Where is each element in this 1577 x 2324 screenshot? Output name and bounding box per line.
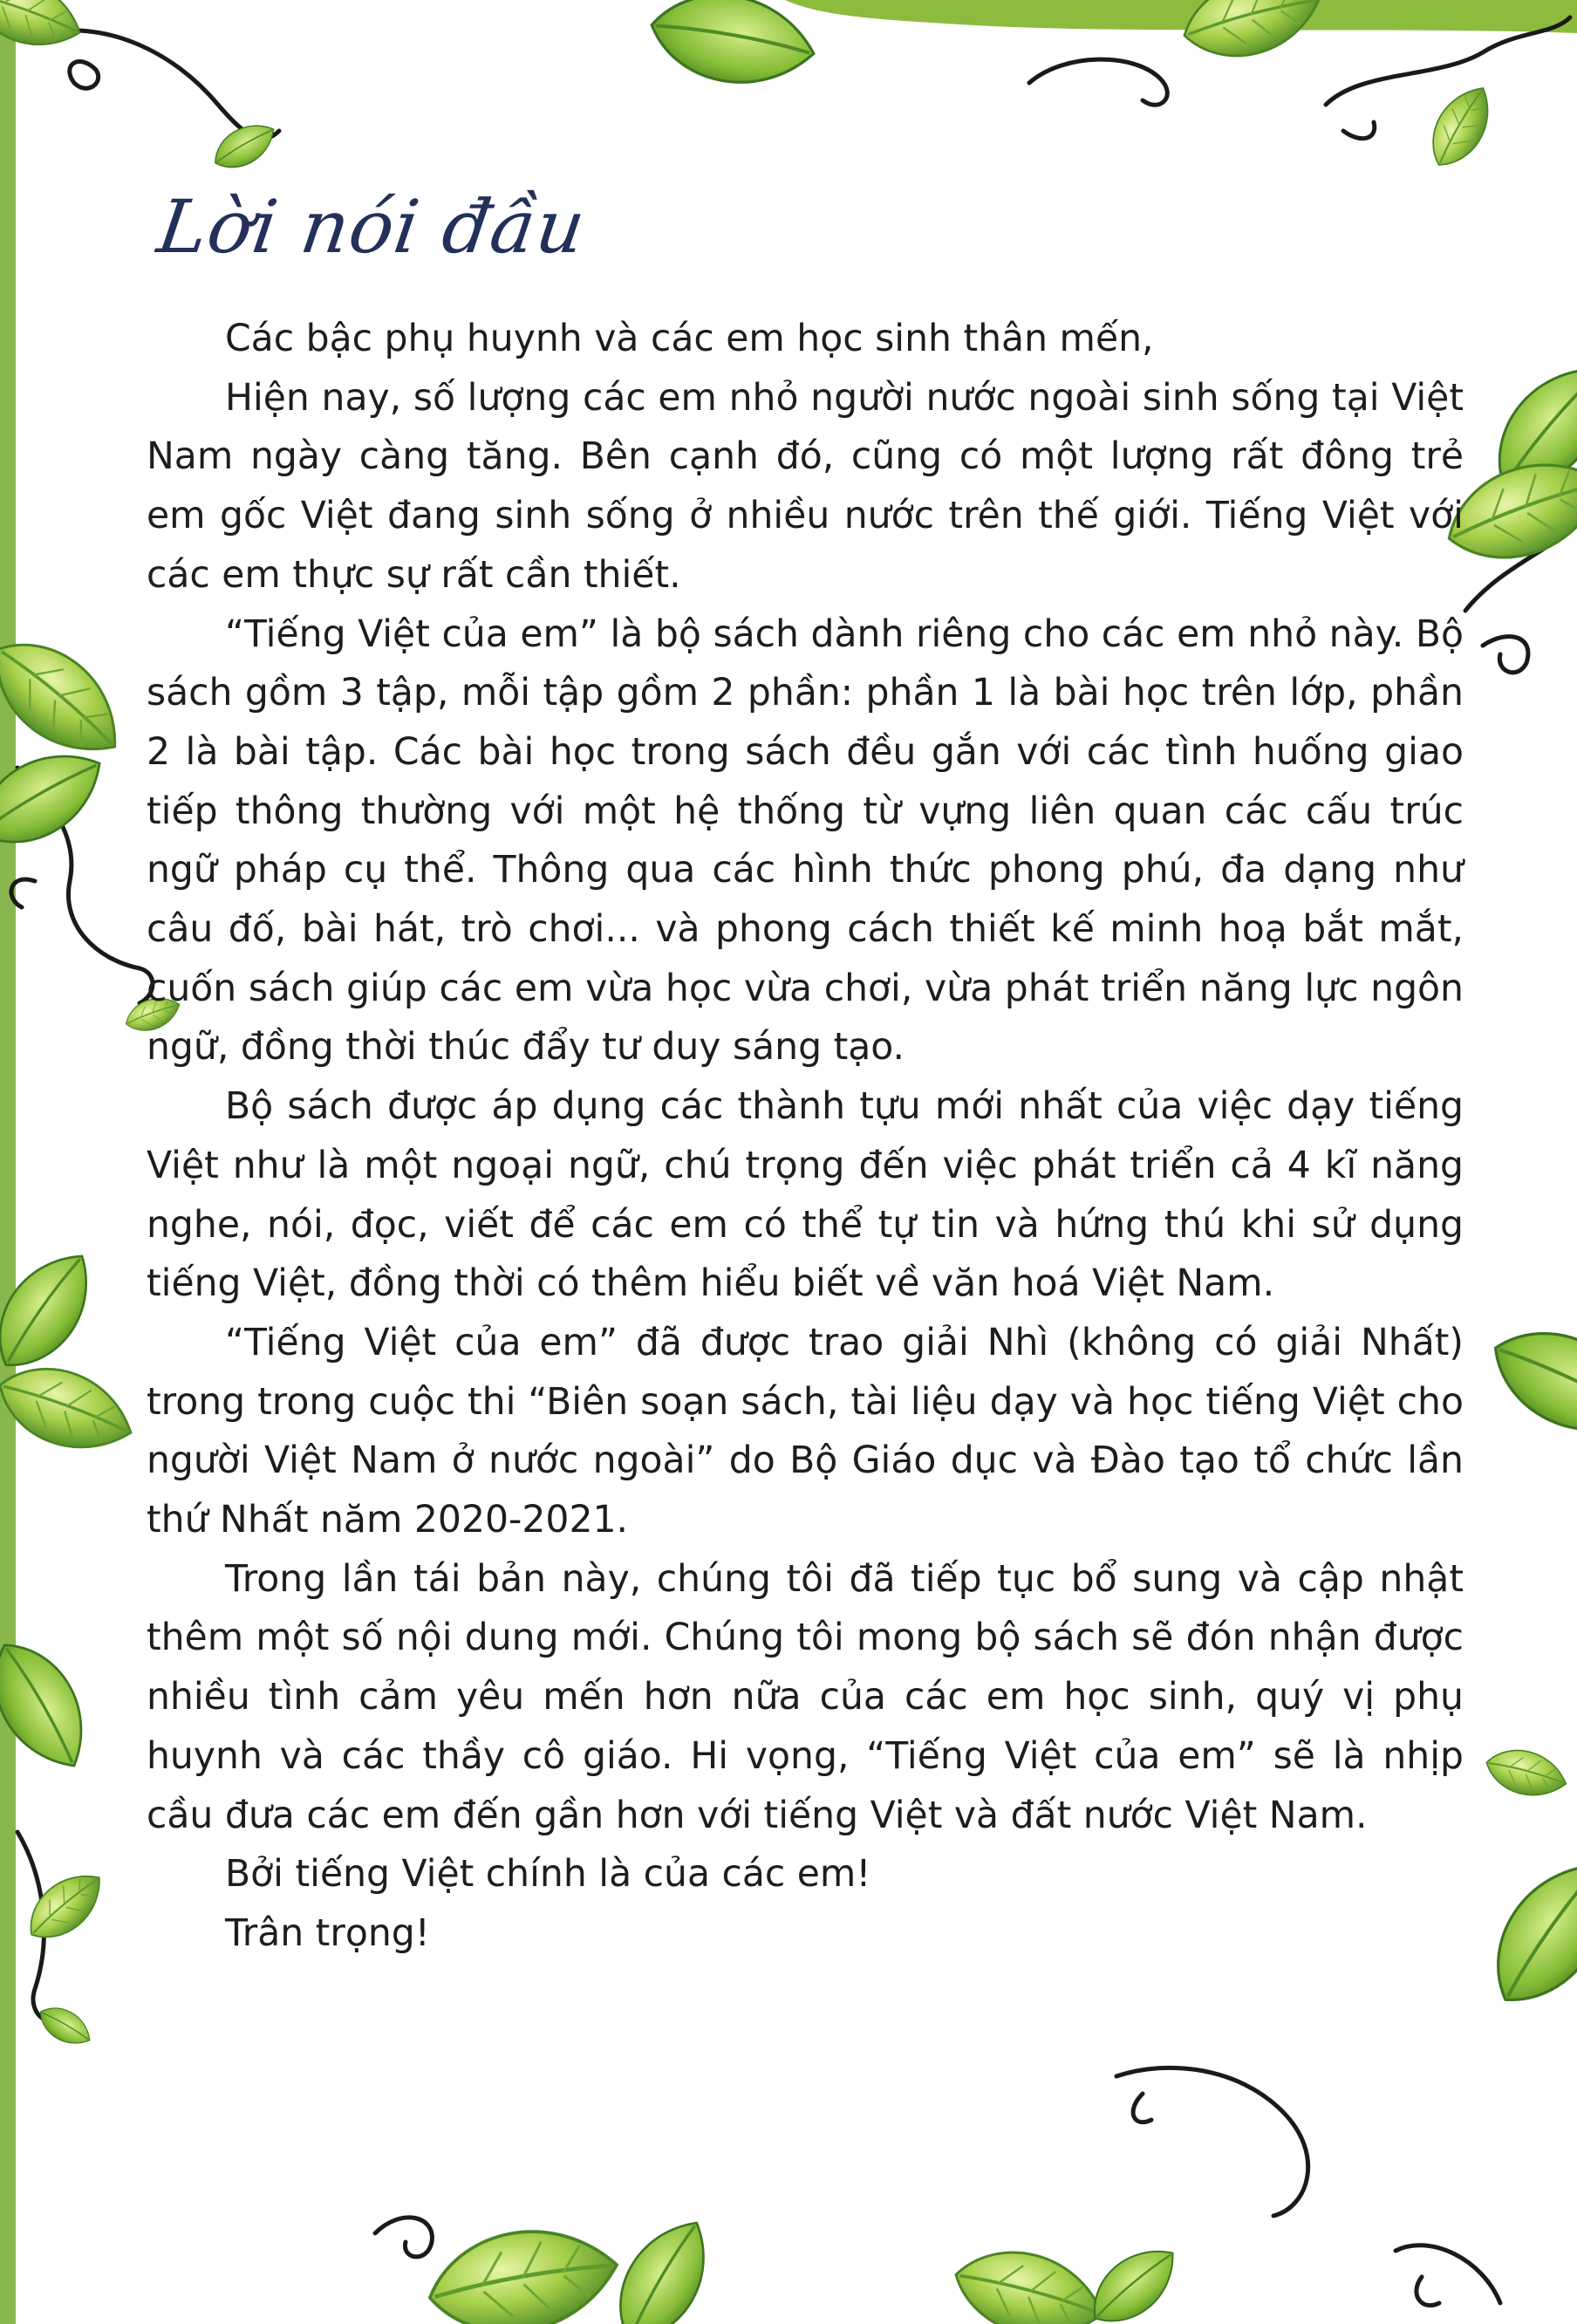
paragraph-intro: Hiện nay, số lượng các em nhỏ người nước ngoài sinh sống tại Việt Nam ngày càng tăng. Bên cạnh đó, cũng có một lượng rất đông trẻ em gốc Việt đang sinh sống ở nhiều nước trên thế giới. Tiếng Việt với các em thực sự rất cần thiết. <box>147 376 1464 597</box>
paragraph-methodology: Bộ sách được áp dụng các thành tựu mới nhất của việc dạy tiếng Việt như là một ngoại ngữ, chú trọng đến việc phát triển cả 4 kĩ năng nghe, nói, đọc, viết để các em có thể tự tin và hứng thú khi sử dụng tiếng Việt, đồng thời có thêm hiểu biết về văn hoá Việt Nam. <box>147 1085 1464 1306</box>
preface-body <box>147 310 1464 1964</box>
paragraph-award: “Tiếng Việt của em” đã được trao giải Nhì (không có giải Nhất) trong trong cuộc thi “Biên soạn sách, tài liệu dạy và học tiếng Việt cho người Việt Nam ở nước ngoài” do Bộ Giáo dục và Đào tạo tổ chức lần thứ Nhất năm 2020-2021. <box>147 1321 1464 1542</box>
paragraph-signoff: Trân trọng! <box>225 1911 430 1955</box>
paragraph-new-edition: Trong lần tái bản này, chúng tôi đã tiếp tục bổ sung và cập nhật thêm một số nội dung mới. Chúng tôi mong bộ sách sẽ đón nhận được nhiều tình cảm yêu mến hơn nữa của các em học sinh, quý vị phụ huynh và các thầy cô giáo. Hi vọng, “Tiếng Việt của em” sẽ là nhịp cầu đưa các em đến gần hơn với tiếng Việt và đất nước Việt Nam. <box>147 1557 1464 1837</box>
paragraph-greeting: Các bậc phụ huynh và các em học sinh thân mến, <box>225 318 1154 360</box>
page-title: Lời nói đầu <box>153 184 591 270</box>
paragraph-book-description: “Tiếng Việt của em” là bộ sách dành riêng cho các em nhỏ này. Bộ sách gồm 3 tập, mỗi tập gồm 2 phần: phần 1 là bài học trên lớp, phần 2 là bài tập. Các bài học trong sách đều gắn với các tình huống giao tiếp thông thường với một hệ thống từ vựng liên quan các cấu trúc ngữ pháp cụ thể. Thông qua các hình thức phong phú, đa dạng như câu đố, bài hát, trò chơi... và phong cách thiết kế minh hoạ bắt mắt, cuốn sách giúp các em vừa học vừa chơi, vừa phát triển năng lực ngôn ngữ, đồng thời thúc đẩy tư duy sáng tạo. <box>147 612 1464 1070</box>
paragraph-closing: Bởi tiếng Việt chính là của các em! <box>225 1853 871 1897</box>
